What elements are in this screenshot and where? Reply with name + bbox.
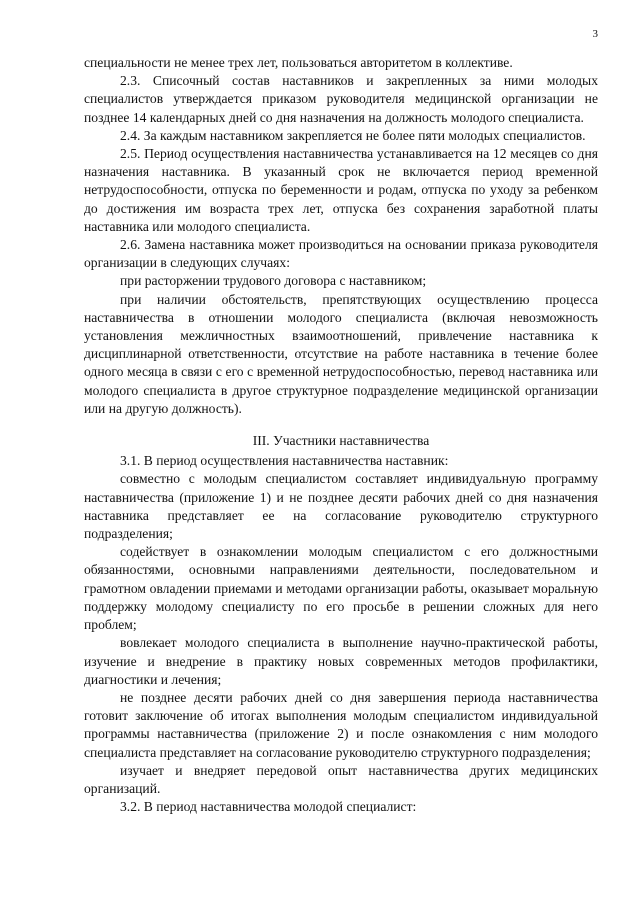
page-number: 3 xyxy=(592,28,598,40)
clause-3-1-item-3: вовлекает молодого специалиста в выполнение научно-практической работы, изучение и внедрение в практику новых современных методов профилактики, диагностики и лечения; xyxy=(84,635,598,687)
paragraph-continuation: специальности не менее трех лет, пользоваться авторитетом в коллективе. xyxy=(84,55,513,70)
clause-2-6-item-2: при наличии обстоятельств, препятствующих осуществлению процесса наставничества в отношении молодого специалиста (включая невозможность установления межличностных взаимоотношений, привлечение наставника к дисциплинарной ответственности, отсутствие на работе наставника в течение более одного месяца в связи с его с временной нетрудоспособностью, перевод наставника или молодого специалиста в другое структурное подразделение медицинской организации или на другую должность). xyxy=(84,291,598,416)
document-body xyxy=(84,54,598,816)
clause-3-1: 3.1. В период осуществления наставничества наставник: xyxy=(120,453,449,469)
clause-3-1-item-1: совместно с молодым специалистом составляет индивидуальную программу наставничества (приложение 1) и не позднее десяти рабочих дней со дня назначения наставника представляет ее на согласование руководителю структурного подразделения; xyxy=(84,471,598,542)
clause-3-2: 3.2. В период наставничества молодой специалист: xyxy=(120,799,417,815)
clause-2-6: 2.6. Замена наставника может производиться на основании приказа руководителя организации в следующих случаях: xyxy=(84,237,598,271)
clause-2-5: 2.5. Период осуществления наставничества устанавливается на 12 месяцев со дня назначения наставника. В указанный срок не включается период временной нетрудоспособности, отпуска по беременности и родам, отпуска по уходу за ребенком до достижения им возраста трех лет, отпуска без сохранения заработной платы наставника или молодого специалиста. xyxy=(84,146,598,234)
clause-2-4: 2.4. За каждым наставником закрепляется не более пяти молодых специалистов. xyxy=(120,127,586,143)
clause-3-1-item-5: изучает и внедряет передовой опыт наставничества других медицинских организаций. xyxy=(84,762,598,796)
clause-2-6-item-1: при расторжении трудового договора с наставником; xyxy=(120,273,427,289)
clause-3-1-item-4: не позднее десяти рабочих дней со дня завершения периода наставничества готовит заключение об итогах выполнения молодым специалистом индивидуальной программы наставничества (приложение 2) и после ознакомления с ним молодого специалиста представляет на согласование руководителю структурного подразделения; xyxy=(84,689,598,760)
clause-2-3: 2.3. Списочный состав наставников и закрепленных за ними молодых специалистов утверждается приказом руководителя медицинской организации не позднее 14 календарных дней со дня назначения на должность молодого специалиста. xyxy=(84,73,598,125)
section-heading: III. Участники наставничества xyxy=(252,433,430,449)
clause-3-1-item-2: содействует в ознакомлении молодым специалистом с его должностными обязанностями, основными направлениями деятельности, последовательном и грамотном овладении приемами и методами организации работы, оказывает моральную поддержку молодому специалисту по его просьбе в решении сложных для него проблем; xyxy=(84,544,598,633)
